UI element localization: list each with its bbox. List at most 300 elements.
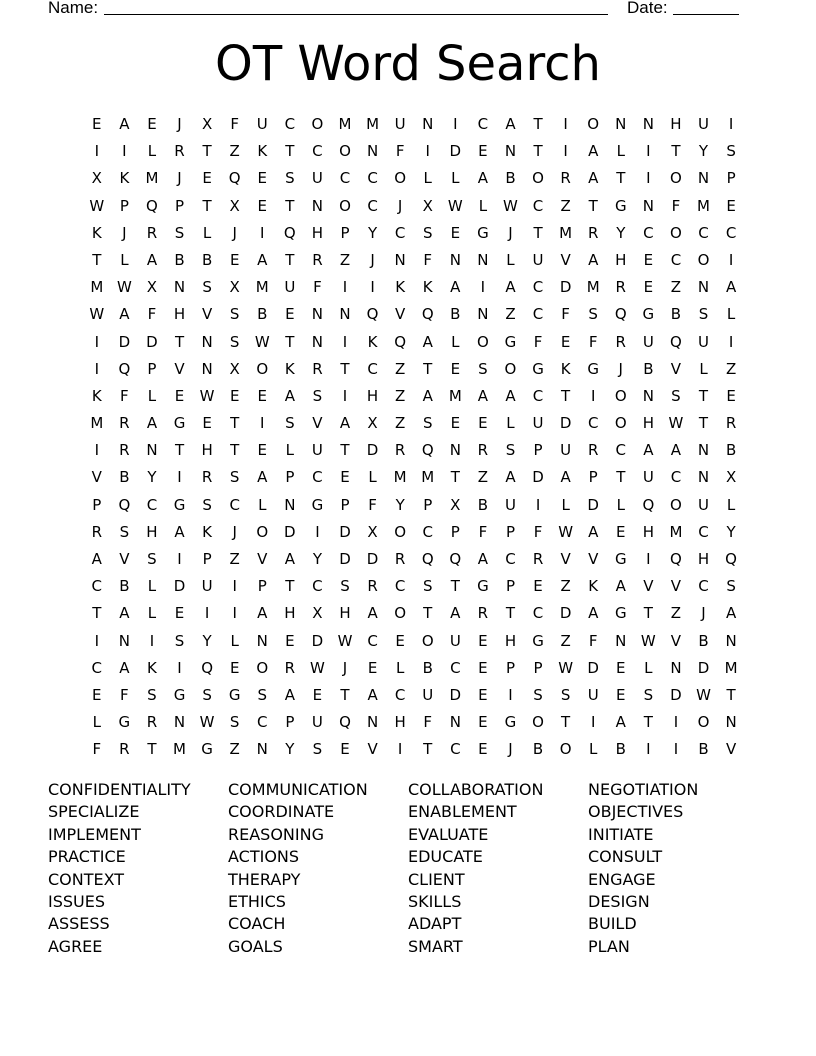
grid-letter[interactable]: E xyxy=(367,658,378,677)
grid-letter[interactable]: F xyxy=(313,278,322,297)
grid-letter[interactable]: O xyxy=(532,713,544,732)
grid-letter[interactable]: A xyxy=(339,414,351,433)
grid-letter[interactable]: E xyxy=(478,740,488,759)
grid-letter[interactable]: I xyxy=(342,386,348,405)
grid-letter[interactable]: R xyxy=(312,250,323,269)
grid-letter[interactable]: C xyxy=(532,604,544,623)
grid-letter[interactable]: J xyxy=(122,223,127,242)
grid-letter[interactable]: N xyxy=(173,278,186,297)
grid-letter[interactable]: B xyxy=(201,250,213,269)
grid-letter[interactable]: M xyxy=(559,223,573,242)
grid-letter[interactable]: L xyxy=(147,604,157,623)
grid-letter[interactable]: O xyxy=(476,332,489,351)
grid-letter[interactable]: E xyxy=(560,332,571,351)
grid-letter[interactable]: S xyxy=(202,685,212,704)
grid-letter[interactable]: S xyxy=(174,631,185,650)
grid-letter[interactable]: R xyxy=(119,441,130,460)
grid-letter[interactable]: E xyxy=(478,414,488,433)
grid-letter[interactable]: E xyxy=(312,685,323,704)
grid-letter[interactable]: A xyxy=(505,278,516,297)
grid-letter[interactable]: Q xyxy=(670,332,682,351)
grid-letter[interactable]: U xyxy=(587,685,599,704)
grid-letter[interactable]: V xyxy=(560,250,571,269)
grid-letter[interactable]: P xyxy=(505,577,515,596)
grid-letter[interactable]: N xyxy=(311,305,324,324)
grid-letter[interactable]: C xyxy=(643,223,654,242)
grid-letter[interactable]: K xyxy=(91,223,102,242)
grid-letter[interactable]: Z xyxy=(560,196,571,215)
grid-letter[interactable]: Q xyxy=(725,550,737,568)
grid-letter[interactable]: R xyxy=(477,604,489,623)
grid-letter[interactable]: S xyxy=(533,685,543,704)
grid-letter[interactable]: P xyxy=(285,713,295,732)
grid-letter[interactable]: A xyxy=(284,386,295,405)
grid-letter[interactable]: S xyxy=(726,142,736,161)
grid-letter[interactable]: W xyxy=(89,305,105,324)
grid-letter[interactable]: F xyxy=(423,250,433,269)
grid-letter[interactable]: Y xyxy=(395,495,405,514)
grid-letter[interactable]: A xyxy=(477,386,489,405)
grid-letter[interactable]: Z xyxy=(505,305,516,324)
grid-letter[interactable]: C xyxy=(450,740,461,759)
grid-letter[interactable]: S xyxy=(643,685,654,704)
grid-letter[interactable]: G xyxy=(201,740,213,759)
grid-letter[interactable]: I xyxy=(728,250,734,269)
grid-letter[interactable]: B xyxy=(422,658,433,677)
grid-letter[interactable]: S xyxy=(505,441,516,460)
grid-letter[interactable]: E xyxy=(229,386,240,405)
grid-letter[interactable]: T xyxy=(561,386,571,405)
grid-letter[interactable]: X xyxy=(229,359,240,378)
grid-letter[interactable]: S xyxy=(478,359,488,378)
grid-letter[interactable]: A xyxy=(450,278,461,297)
grid-letter[interactable]: J xyxy=(397,196,403,215)
grid-letter[interactable]: J xyxy=(177,115,182,133)
grid-letter[interactable]: N xyxy=(697,169,710,188)
grid-letter[interactable]: W xyxy=(696,685,711,704)
grid-letter[interactable]: H xyxy=(642,414,654,433)
grid-letter[interactable]: C xyxy=(698,577,709,596)
grid-letter[interactable]: H xyxy=(311,223,324,242)
grid-letter[interactable]: V xyxy=(201,305,213,324)
grid-letter[interactable]: O xyxy=(394,522,407,541)
grid-letter[interactable]: N xyxy=(422,115,434,133)
grid-letter[interactable]: R xyxy=(146,713,158,732)
grid-letter[interactable]: U xyxy=(504,495,516,514)
grid-letter[interactable]: O xyxy=(670,495,682,514)
grid-letter[interactable]: T xyxy=(174,332,185,351)
grid-letter[interactable]: X xyxy=(312,604,323,623)
grid-letter[interactable]: H xyxy=(615,250,627,269)
grid-letter[interactable]: C xyxy=(91,577,103,596)
grid-letter[interactable]: T xyxy=(423,359,433,378)
grid-letter[interactable]: B xyxy=(532,740,544,759)
grid-letter[interactable]: D xyxy=(173,577,186,596)
grid-letter[interactable]: U xyxy=(698,332,709,351)
grid-letter[interactable]: G xyxy=(173,495,186,514)
grid-letter[interactable]: V xyxy=(725,740,737,759)
grid-letter[interactable]: M xyxy=(90,278,104,297)
grid-letter[interactable]: Y xyxy=(147,468,157,487)
grid-letter[interactable]: D xyxy=(339,522,351,541)
grid-letter[interactable]: G xyxy=(477,223,489,242)
grid-letter[interactable]: S xyxy=(312,740,323,759)
grid-letter[interactable]: F xyxy=(230,115,239,133)
grid-letter[interactable]: B xyxy=(505,169,516,188)
grid-letter[interactable]: C xyxy=(532,386,544,405)
grid-letter[interactable]: E xyxy=(395,631,405,650)
grid-letter[interactable]: C xyxy=(146,495,158,514)
grid-letter[interactable]: F xyxy=(671,196,681,215)
grid-letter[interactable]: E xyxy=(616,685,626,704)
grid-letter[interactable]: N xyxy=(449,250,461,269)
grid-letter[interactable]: A xyxy=(643,441,654,460)
grid-letter[interactable]: O xyxy=(697,250,710,269)
grid-letter[interactable]: V xyxy=(367,740,378,759)
grid-letter[interactable]: N xyxy=(311,196,324,215)
grid-letter[interactable]: U xyxy=(532,250,544,269)
grid-letter[interactable]: S xyxy=(422,577,433,596)
grid-letter[interactable]: T xyxy=(643,713,653,732)
grid-letter[interactable]: C xyxy=(450,658,461,677)
grid-letter[interactable]: R xyxy=(201,468,213,487)
grid-letter[interactable]: Q xyxy=(421,550,434,568)
grid-letter[interactable]: T xyxy=(726,685,736,704)
grid-letter[interactable]: H xyxy=(173,305,186,324)
grid-letter[interactable]: T xyxy=(285,332,295,351)
grid-letter[interactable]: Q xyxy=(642,495,655,514)
grid-letter[interactable]: Z xyxy=(560,631,571,650)
grid-letter[interactable]: E xyxy=(726,386,736,405)
grid-letter[interactable]: T xyxy=(92,604,102,623)
grid-letter[interactable]: O xyxy=(394,604,407,623)
grid-letter[interactable]: J xyxy=(370,250,375,269)
grid-letter[interactable]: Q xyxy=(366,305,379,324)
grid-letter[interactable]: I xyxy=(342,332,348,351)
grid-letter[interactable]: Q xyxy=(228,169,241,188)
grid-letter[interactable]: N xyxy=(173,713,186,732)
grid-letter[interactable]: A xyxy=(477,550,489,568)
grid-letter[interactable]: E xyxy=(202,169,212,188)
grid-letter[interactable]: E xyxy=(202,414,212,433)
grid-letter[interactable]: T xyxy=(202,196,212,215)
grid-letter[interactable]: B xyxy=(119,577,130,596)
grid-letter[interactable]: A xyxy=(367,685,378,704)
grid-letter[interactable]: I xyxy=(453,115,458,133)
grid-letter[interactable]: A xyxy=(119,604,130,623)
grid-letter[interactable]: Q xyxy=(118,359,131,378)
grid-letter[interactable]: K xyxy=(202,522,213,541)
grid-letter[interactable]: V xyxy=(174,359,185,378)
grid-letter[interactable]: I xyxy=(590,386,596,405)
grid-letter[interactable]: O xyxy=(559,740,572,759)
grid-letter[interactable]: S xyxy=(202,495,212,514)
grid-letter[interactable]: V xyxy=(257,550,268,568)
grid-letter[interactable]: Q xyxy=(394,332,407,351)
grid-letter[interactable]: A xyxy=(588,604,599,623)
grid-letter[interactable]: V xyxy=(588,550,599,568)
grid-letter[interactable]: E xyxy=(257,441,267,460)
grid-letter[interactable]: H xyxy=(339,604,351,623)
grid-letter[interactable]: A xyxy=(560,468,571,487)
grid-letter[interactable]: G xyxy=(228,685,241,704)
grid-letter[interactable]: J xyxy=(701,604,706,623)
grid-letter[interactable]: J xyxy=(342,658,348,677)
grid-letter[interactable]: K xyxy=(91,386,102,405)
grid-letter[interactable]: C xyxy=(229,495,240,514)
grid-letter[interactable]: C xyxy=(532,196,544,215)
grid-letter[interactable]: L xyxy=(120,250,129,269)
grid-letter[interactable]: W xyxy=(558,658,574,677)
grid-letter[interactable]: S xyxy=(698,305,709,324)
grid-letter[interactable]: W xyxy=(89,196,105,215)
grid-letter[interactable]: G xyxy=(173,414,186,433)
grid-letter[interactable]: Y xyxy=(312,550,322,568)
grid-letter[interactable]: I xyxy=(590,713,596,732)
grid-letter[interactable]: N xyxy=(366,713,379,732)
grid-letter[interactable]: T xyxy=(340,359,350,378)
grid-letter[interactable]: X xyxy=(229,278,240,297)
grid-letter[interactable]: E xyxy=(450,414,461,433)
grid-letter[interactable]: O xyxy=(394,169,407,188)
grid-letter[interactable]: T xyxy=(202,142,212,161)
grid-letter[interactable]: X xyxy=(725,468,737,487)
grid-letter[interactable]: Y xyxy=(698,142,709,161)
grid-letter[interactable]: E xyxy=(533,577,543,596)
grid-letter[interactable]: U xyxy=(201,577,213,596)
grid-letter[interactable]: M xyxy=(173,740,186,759)
grid-letter[interactable]: Z xyxy=(725,359,737,378)
grid-letter[interactable]: S xyxy=(726,577,736,596)
grid-letter[interactable]: C xyxy=(615,441,627,460)
grid-letter[interactable]: C xyxy=(312,142,323,161)
grid-letter[interactable]: Q xyxy=(201,658,213,677)
grid-letter[interactable]: G xyxy=(532,359,544,378)
grid-letter[interactable]: B xyxy=(257,305,268,324)
grid-letter[interactable]: U xyxy=(422,685,434,704)
grid-letter[interactable]: I xyxy=(94,359,99,378)
grid-letter[interactable]: A xyxy=(257,468,268,487)
grid-letter[interactable]: E xyxy=(643,278,654,297)
grid-letter[interactable]: O xyxy=(504,359,517,378)
grid-letter[interactable]: S xyxy=(312,386,323,405)
grid-letter[interactable]: I xyxy=(149,631,155,650)
grid-letter[interactable]: R xyxy=(119,414,130,433)
grid-letter[interactable]: N xyxy=(311,332,324,351)
grid-letter[interactable]: K xyxy=(588,577,599,596)
grid-letter[interactable]: K xyxy=(395,278,406,297)
grid-letter[interactable]: X xyxy=(201,115,213,133)
grid-letter[interactable]: O xyxy=(614,386,627,405)
grid-letter[interactable]: S xyxy=(202,278,212,297)
grid-letter[interactable]: V xyxy=(91,468,102,487)
grid-letter[interactable]: V xyxy=(670,359,682,378)
grid-letter[interactable]: P xyxy=(726,169,736,188)
grid-letter[interactable]: O xyxy=(256,359,269,378)
grid-letter[interactable]: F xyxy=(561,305,570,324)
grid-letter[interactable]: V xyxy=(395,305,406,324)
grid-letter[interactable]: D xyxy=(366,441,379,460)
grid-letter[interactable]: T xyxy=(698,386,709,405)
grid-letter[interactable]: A xyxy=(257,604,268,623)
grid-letter[interactable]: A xyxy=(615,713,626,732)
grid-letter[interactable]: O xyxy=(311,115,324,133)
grid-letter[interactable]: C xyxy=(339,169,351,188)
grid-letter[interactable]: R xyxy=(312,359,323,378)
grid-letter[interactable]: L xyxy=(451,332,460,351)
grid-letter[interactable]: S xyxy=(229,713,240,732)
grid-letter[interactable]: A xyxy=(588,142,599,161)
grid-letter[interactable]: O xyxy=(614,414,627,433)
grid-letter[interactable]: D xyxy=(118,332,131,351)
grid-letter[interactable]: S xyxy=(147,685,157,704)
grid-letter[interactable]: U xyxy=(698,495,709,514)
grid-letter[interactable]: A xyxy=(505,386,516,405)
grid-letter[interactable]: A xyxy=(670,441,682,460)
grid-letter[interactable]: D xyxy=(284,522,296,541)
grid-letter[interactable]: A xyxy=(505,115,516,133)
grid-letter[interactable]: R xyxy=(174,142,185,161)
grid-letter[interactable]: Z xyxy=(339,250,351,269)
grid-letter[interactable]: A xyxy=(257,250,268,269)
grid-letter[interactable]: O xyxy=(670,223,682,242)
grid-letter[interactable]: E xyxy=(174,386,185,405)
grid-letter[interactable]: J xyxy=(508,223,513,242)
grid-letter[interactable]: Q xyxy=(670,550,682,568)
grid-letter[interactable]: C xyxy=(394,223,406,242)
grid-letter[interactable]: T xyxy=(533,142,543,161)
grid-letter[interactable]: H xyxy=(697,550,710,568)
grid-letter[interactable]: G xyxy=(587,359,599,378)
grid-letter[interactable]: V xyxy=(670,577,682,596)
grid-letter[interactable]: I xyxy=(177,550,182,568)
grid-letter[interactable]: I xyxy=(728,115,734,133)
grid-letter[interactable]: G xyxy=(477,577,489,596)
grid-letter[interactable]: E xyxy=(478,631,488,650)
grid-letter[interactable]: H xyxy=(201,441,213,460)
grid-letter[interactable]: F xyxy=(478,522,488,541)
grid-letter[interactable]: X xyxy=(422,196,433,215)
grid-letter[interactable]: L xyxy=(230,631,239,650)
grid-letter[interactable]: P xyxy=(92,495,102,514)
grid-letter[interactable]: P xyxy=(450,522,460,541)
grid-letter[interactable]: C xyxy=(477,115,489,133)
grid-letter[interactable]: W xyxy=(503,196,518,215)
grid-letter[interactable]: I xyxy=(425,142,430,161)
grid-letter[interactable]: A xyxy=(725,604,737,623)
grid-letter[interactable]: B xyxy=(725,441,737,460)
grid-letter[interactable]: F xyxy=(395,142,405,161)
grid-letter[interactable]: T xyxy=(450,468,460,487)
grid-letter[interactable]: U xyxy=(311,441,323,460)
grid-letter[interactable]: N xyxy=(615,631,627,650)
grid-letter[interactable]: M xyxy=(90,414,104,433)
grid-letter[interactable]: C xyxy=(670,468,682,487)
grid-letter[interactable]: P xyxy=(147,359,157,378)
grid-letter[interactable]: F xyxy=(92,740,102,759)
grid-letter[interactable]: N xyxy=(366,142,379,161)
grid-letter[interactable]: V xyxy=(643,577,654,596)
grid-letter[interactable]: R xyxy=(477,441,489,460)
grid-letter[interactable]: I xyxy=(177,658,182,677)
grid-letter[interactable]: O xyxy=(697,713,710,732)
grid-letter[interactable]: E xyxy=(257,169,267,188)
grid-letter[interactable]: P xyxy=(285,468,295,487)
grid-letter[interactable]: A xyxy=(284,685,295,704)
grid-letter[interactable]: Q xyxy=(283,223,296,242)
grid-letter[interactable]: S xyxy=(229,468,240,487)
grid-letter[interactable]: P xyxy=(175,196,185,215)
grid-letter[interactable]: B xyxy=(643,359,654,378)
grid-letter[interactable]: P xyxy=(533,441,543,460)
grid-letter[interactable]: U xyxy=(698,115,709,133)
grid-letter[interactable]: F xyxy=(423,713,433,732)
grid-letter[interactable]: L xyxy=(561,495,570,514)
grid-letter[interactable]: Q xyxy=(146,196,158,215)
grid-letter[interactable]: G xyxy=(642,305,655,324)
grid-letter[interactable]: M xyxy=(586,278,600,297)
grid-letter[interactable]: M xyxy=(448,386,462,405)
grid-letter[interactable]: E xyxy=(257,386,267,405)
grid-letter[interactable]: S xyxy=(119,522,130,541)
grid-letter[interactable]: Z xyxy=(395,386,406,405)
grid-letter[interactable]: Y xyxy=(726,522,736,541)
grid-letter[interactable]: F xyxy=(533,522,543,541)
grid-letter[interactable]: N xyxy=(697,278,710,297)
grid-letter[interactable]: T xyxy=(698,414,709,433)
grid-letter[interactable]: L xyxy=(506,250,515,269)
grid-letter[interactable]: M xyxy=(697,196,710,215)
grid-letter[interactable]: T xyxy=(230,414,240,433)
grid-letter[interactable]: N xyxy=(256,631,268,650)
grid-letter[interactable]: N xyxy=(725,713,737,732)
grid-letter[interactable]: E xyxy=(616,658,626,677)
grid-letter[interactable]: T xyxy=(340,685,350,704)
grid-letter[interactable]: L xyxy=(92,713,101,732)
grid-letter[interactable]: M xyxy=(393,468,407,487)
grid-letter[interactable]: X xyxy=(450,495,461,514)
grid-letter[interactable]: F xyxy=(147,305,157,324)
grid-letter[interactable]: C xyxy=(698,522,709,541)
grid-letter[interactable]: O xyxy=(256,658,269,677)
grid-letter[interactable]: C xyxy=(698,223,709,242)
grid-letter[interactable]: R xyxy=(367,577,378,596)
grid-letter[interactable]: G xyxy=(118,713,131,732)
grid-letter[interactable]: E xyxy=(229,250,240,269)
grid-letter[interactable]: W xyxy=(199,713,215,732)
grid-letter[interactable]: I xyxy=(232,604,237,623)
grid-letter[interactable]: D xyxy=(366,550,379,568)
grid-letter[interactable]: I xyxy=(94,332,99,351)
grid-letter[interactable]: Q xyxy=(449,550,462,568)
grid-letter[interactable]: H xyxy=(284,604,296,623)
grid-letter[interactable]: C xyxy=(284,115,296,133)
grid-letter[interactable]: N xyxy=(615,115,627,133)
grid-letter[interactable]: U xyxy=(311,713,323,732)
grid-letter[interactable]: L xyxy=(258,495,267,514)
grid-letter[interactable]: C xyxy=(394,577,406,596)
grid-letter[interactable]: J xyxy=(508,740,513,759)
grid-letter[interactable]: T xyxy=(92,250,102,269)
grid-letter[interactable]: G xyxy=(504,332,517,351)
grid-letter[interactable]: I xyxy=(728,332,734,351)
grid-letter[interactable]: I xyxy=(232,577,237,596)
name-field-line[interactable] xyxy=(104,14,608,15)
grid-letter[interactable]: W xyxy=(447,196,463,215)
grid-letter[interactable]: C xyxy=(670,250,682,269)
grid-letter[interactable]: P xyxy=(340,495,350,514)
grid-letter[interactable]: Z xyxy=(229,740,240,759)
